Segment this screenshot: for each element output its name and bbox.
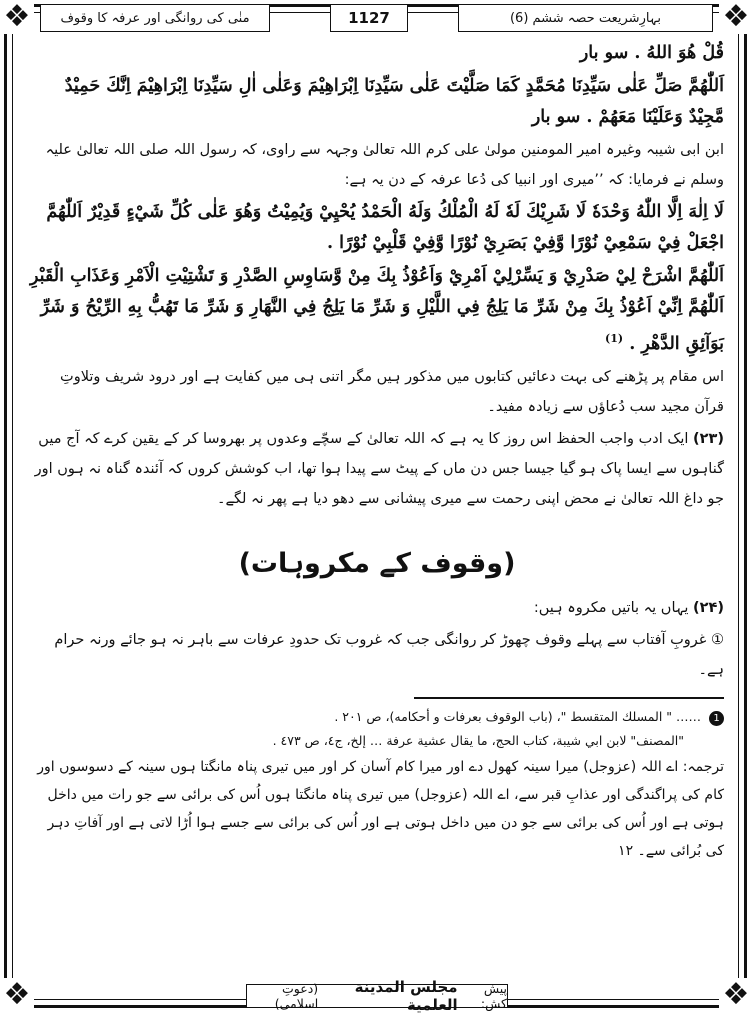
paragraph-text: اس مقام پر پڑھنے کی بہت دعائیں کتابوں میں مذکور ہیں مگر اتنی ہی میں کفایت ہے اور درود شریف وتلاوتِ قرآن مجید سب دُعاؤں سے زیادہ مفید۔	[60, 368, 724, 415]
page-content	[30, 38, 724, 865]
paragraph-text: یہاں یہ باتیں مکروہ ہیں:	[533, 599, 689, 616]
footnote-1	[30, 705, 724, 729]
header-book-title: بہارِشریعت حصہ ششم (6)	[458, 4, 713, 32]
section-heading: (وقوف کے مکروہات)	[238, 547, 516, 579]
dua-text-2-body: اَللّٰهُمَّ اشْرَحْ لِيْ صَدْرِيْ وَ يَسِّرْلِيْ اَمْرِيْ وَاَعُوْذُ بِكَ مِنْ وَّسَاوِسِ الصَّدْرِ وَ تَشْتِيْتِ الْاَمْرِ وَعَذَابِ الْقَبْرِ اَللّٰهُمَّ اِنِّيْ اَعُوْذُ بِكَ مِنْ شَرِّ مَا يَلِجُ فِي اللَّيْلِ وَ شَرِّ مَا يَلِجُ فِي النَّهَارِ وَ شَرِّ مَا تَهُبُّ بِهِ الرِّيْحُ وَ شَرِّ بَوَآئِقِ الدَّهْرِ .	[30, 266, 724, 354]
durood-text: اَللّٰهُمَّ صَلِّ عَلٰى سَيِّدِنَا مُحَمَّدٍ كَمَا صَلَّيْتَ عَلٰى سَيِّدِنَا اِبْرَاهِيْمَ وَعَلٰى اٰلِ سَيِّدِنَا اِبْرَاهِيْمَ اِنَّكَ حَمِيْدٌ مَّجِيْدٌ وَعَلَيْنَا مَعَهُمْ . سو بار	[64, 76, 724, 127]
footnote-number-badge: 1	[709, 711, 724, 726]
corner-ornament-icon: ❖	[0, 978, 34, 1012]
footer-suffix: (دعوتِ اسلامی)	[274, 981, 319, 1011]
paragraph-number: (۲۴)	[693, 599, 724, 616]
footnote-divider	[414, 697, 724, 699]
paragraph-text: ایک ادب واجب الحفظ اس روز کا یہ ہے کہ اللہ تعالیٰ کے سچّے وعدوں پر بھروسا کر کے یقین کرے کہ آج میں گناہوں سے ایسا پاک ہو گیا جیسا جس دن ماں کے پیٹ سے پیدا ہوا تھا، اب کوشش کروں کہ آئندہ گناہ نہ ہوں اور جو داغ اللہ تعالیٰ نے محض اپنی رحمت سے میری پیشانی سے دھو دیا ہے پھر نہ لگے۔	[34, 430, 724, 507]
quran-line: قُلْ هُوَ اللهُ . سو بار	[579, 43, 724, 63]
dua-text-1: لَا اِلٰهَ اِلَّا اللّٰهُ وَحْدَهٗ لَا شَرِيْكَ لَهٗ لَهُ الْمُلْكُ وَلَهُ الْحَمْدُ يُحْيِيْ وَيُمِيْتُ وَهُوَ عَلٰى كُلِّ شَيْءٍ قَدِيْرٌ اَللّٰهُمَّ اجْعَلْ فِيْ سَمْعِيْ نُوْرًا وَّفِيْ بَصَرِيْ نُوْرًا وَّفِيْ قَلْبِيْ نُوْرًا .	[46, 202, 724, 253]
footnote-reference-2: "المصنف" لابن ابي شيبة، كتاب الحج، ما يقال عشية عرفة … إلخ، ج٤، ص ٤٧٣ .	[272, 732, 684, 748]
footer-organization: مجلس المدينة العلمية	[354, 978, 458, 1014]
paragraph-number: (۲۳)	[693, 430, 724, 447]
header-chapter-title: منٰی کی روانگی اور عرفہ کا وقوف	[40, 4, 270, 32]
corner-ornament-icon: ❖	[0, 0, 34, 34]
hadith-intro: ابن ابی شیبہ وغیرہ امیر المومنین مولیٰ علی کرم اللہ تعالیٰ وجہہ سے راوی، کہ رسول اللہ صلی اللہ تعالیٰ علیہ وسلم نے فرمایا: کہ ’’میری اور انبیا کی دُعا عرفہ کے دن یہ ہے:	[45, 142, 724, 188]
list-item	[30, 625, 724, 685]
footnote-reference-1: …… " المسلك المتقسط "، (باب الوقوف بعرفات و أحكامه)، ص ٢٠١ .	[334, 708, 702, 724]
footer-publisher	[246, 978, 508, 1014]
footnote-translation: ترجمہ: اے اللہ (عزوجل) میرا سینہ کھول دے اور میرا کام آسان کر اور میں تیری پناہ مانگتا ہوں سینہ کے دسوسوں اور کام کی پراگندگی اور عذابِ قبر سے، اے اللہ (عزوجل) میں تیری پناہ مانگتا ہوں اُس کی برائی سے جو رات میں داخل ہوتی ہے اور اُس کی برائی سے جو دن میں داخل ہوتی ہے اور اُس کی برائی سے جسے ہوا اُڑا لاتی ہے اور آفاتِ دہر کی بُرائی سے۔ ۱۲	[37, 758, 724, 859]
list-item-number: ①	[711, 631, 724, 648]
footnote-ref: (1)	[605, 332, 624, 345]
header-page-number: 1127	[330, 4, 408, 32]
corner-ornament-icon: ❖	[719, 0, 753, 34]
footer-prefix: پیش کش:	[480, 981, 507, 1011]
dua-text-2	[30, 261, 724, 360]
corner-ornament-icon: ❖	[719, 978, 753, 1012]
list-item-text: غروبِ آفتاب سے پہلے وقوف چھوڑ کر روانگی جب کہ غروب تک حدودِ عرفات سے باہر نہ ہو جائے ورنہ حرام ہے۔	[54, 631, 724, 678]
paragraph-24	[30, 593, 724, 623]
paragraph-23	[30, 424, 724, 514]
